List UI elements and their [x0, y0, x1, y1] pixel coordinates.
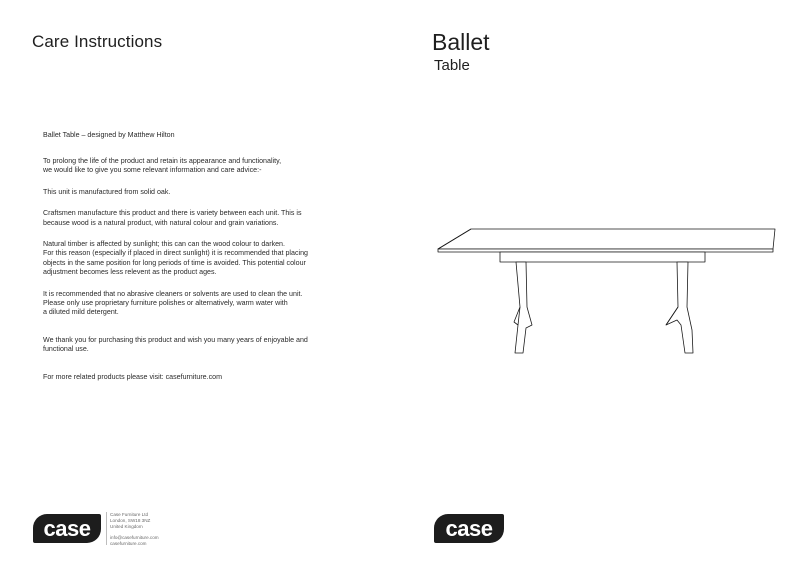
website-link[interactable]: casefurniture.com [110, 541, 147, 547]
intro-line-1: To prolong the life of the product and retain its appearance and functionality, [43, 157, 282, 165]
cleaning-line-1: It is recommended that no abrasive cleaners or solvents are used to clean the unit. [43, 289, 303, 298]
cleaning-line-2: Please only use proprietary furniture polishes or alternatively, warm water with [43, 299, 288, 308]
sunlight-line-2: For this reason (especially if placed in direct sunlight) it is recommended that placing [43, 249, 308, 258]
sunlight-line-4: adjustment becomes less relevent as the product ages. [43, 268, 217, 277]
cleaning-line-3: a diluted mild detergent. [43, 308, 119, 317]
product-type: Table [434, 57, 470, 74]
craft-line-2: because wood is a natural product, with natural colour and grain variations. [43, 218, 279, 227]
address-line-1: London, SW18 3NZ [110, 517, 151, 523]
table-top-edge [438, 249, 773, 252]
craft-line-1: Craftsmen manufacture this product and there is variety between each unit. This is [43, 209, 302, 218]
email-link[interactable]: info@casefurniture.com [110, 535, 159, 541]
material-line: This unit is manufactured from solid oak. [43, 187, 171, 196]
case-logo-left: case [33, 514, 101, 543]
care-text-block [43, 131, 343, 382]
company-name: Case Furniture Ltd [110, 512, 149, 517]
table-illustration-icon [430, 225, 782, 360]
table-top-surface [438, 229, 775, 249]
sunlight-line-3: objects in the same position for long periods of time is avoided. This potential colour [43, 258, 306, 267]
care-instructions-title: Care Instructions [32, 32, 163, 51]
sunlight-line-1: Natural timber is affected by sunlight; this can can the wood colour to darken. [43, 240, 285, 249]
intro-line-2: we would like to give you some relevant information and care advice:- [43, 166, 262, 175]
designer-line: Ballet Table – designed by Matthew Hilton [43, 131, 175, 139]
case-logo-right: case [434, 514, 504, 543]
left-leg [515, 262, 532, 353]
footer-divider [106, 512, 107, 545]
product-name: Ballet [432, 29, 490, 55]
contact-info [110, 512, 159, 547]
thanks-line-2: functional use. [43, 345, 89, 354]
table-apron [500, 252, 705, 262]
address-line-2: United Kingdom [110, 523, 143, 529]
thanks-line-1: We thank you for purchasing this product and wish you many years of enjoyable and [43, 335, 308, 344]
right-leg [666, 262, 693, 353]
website-line: For more related products please visit: casefurniture.com [43, 372, 222, 381]
